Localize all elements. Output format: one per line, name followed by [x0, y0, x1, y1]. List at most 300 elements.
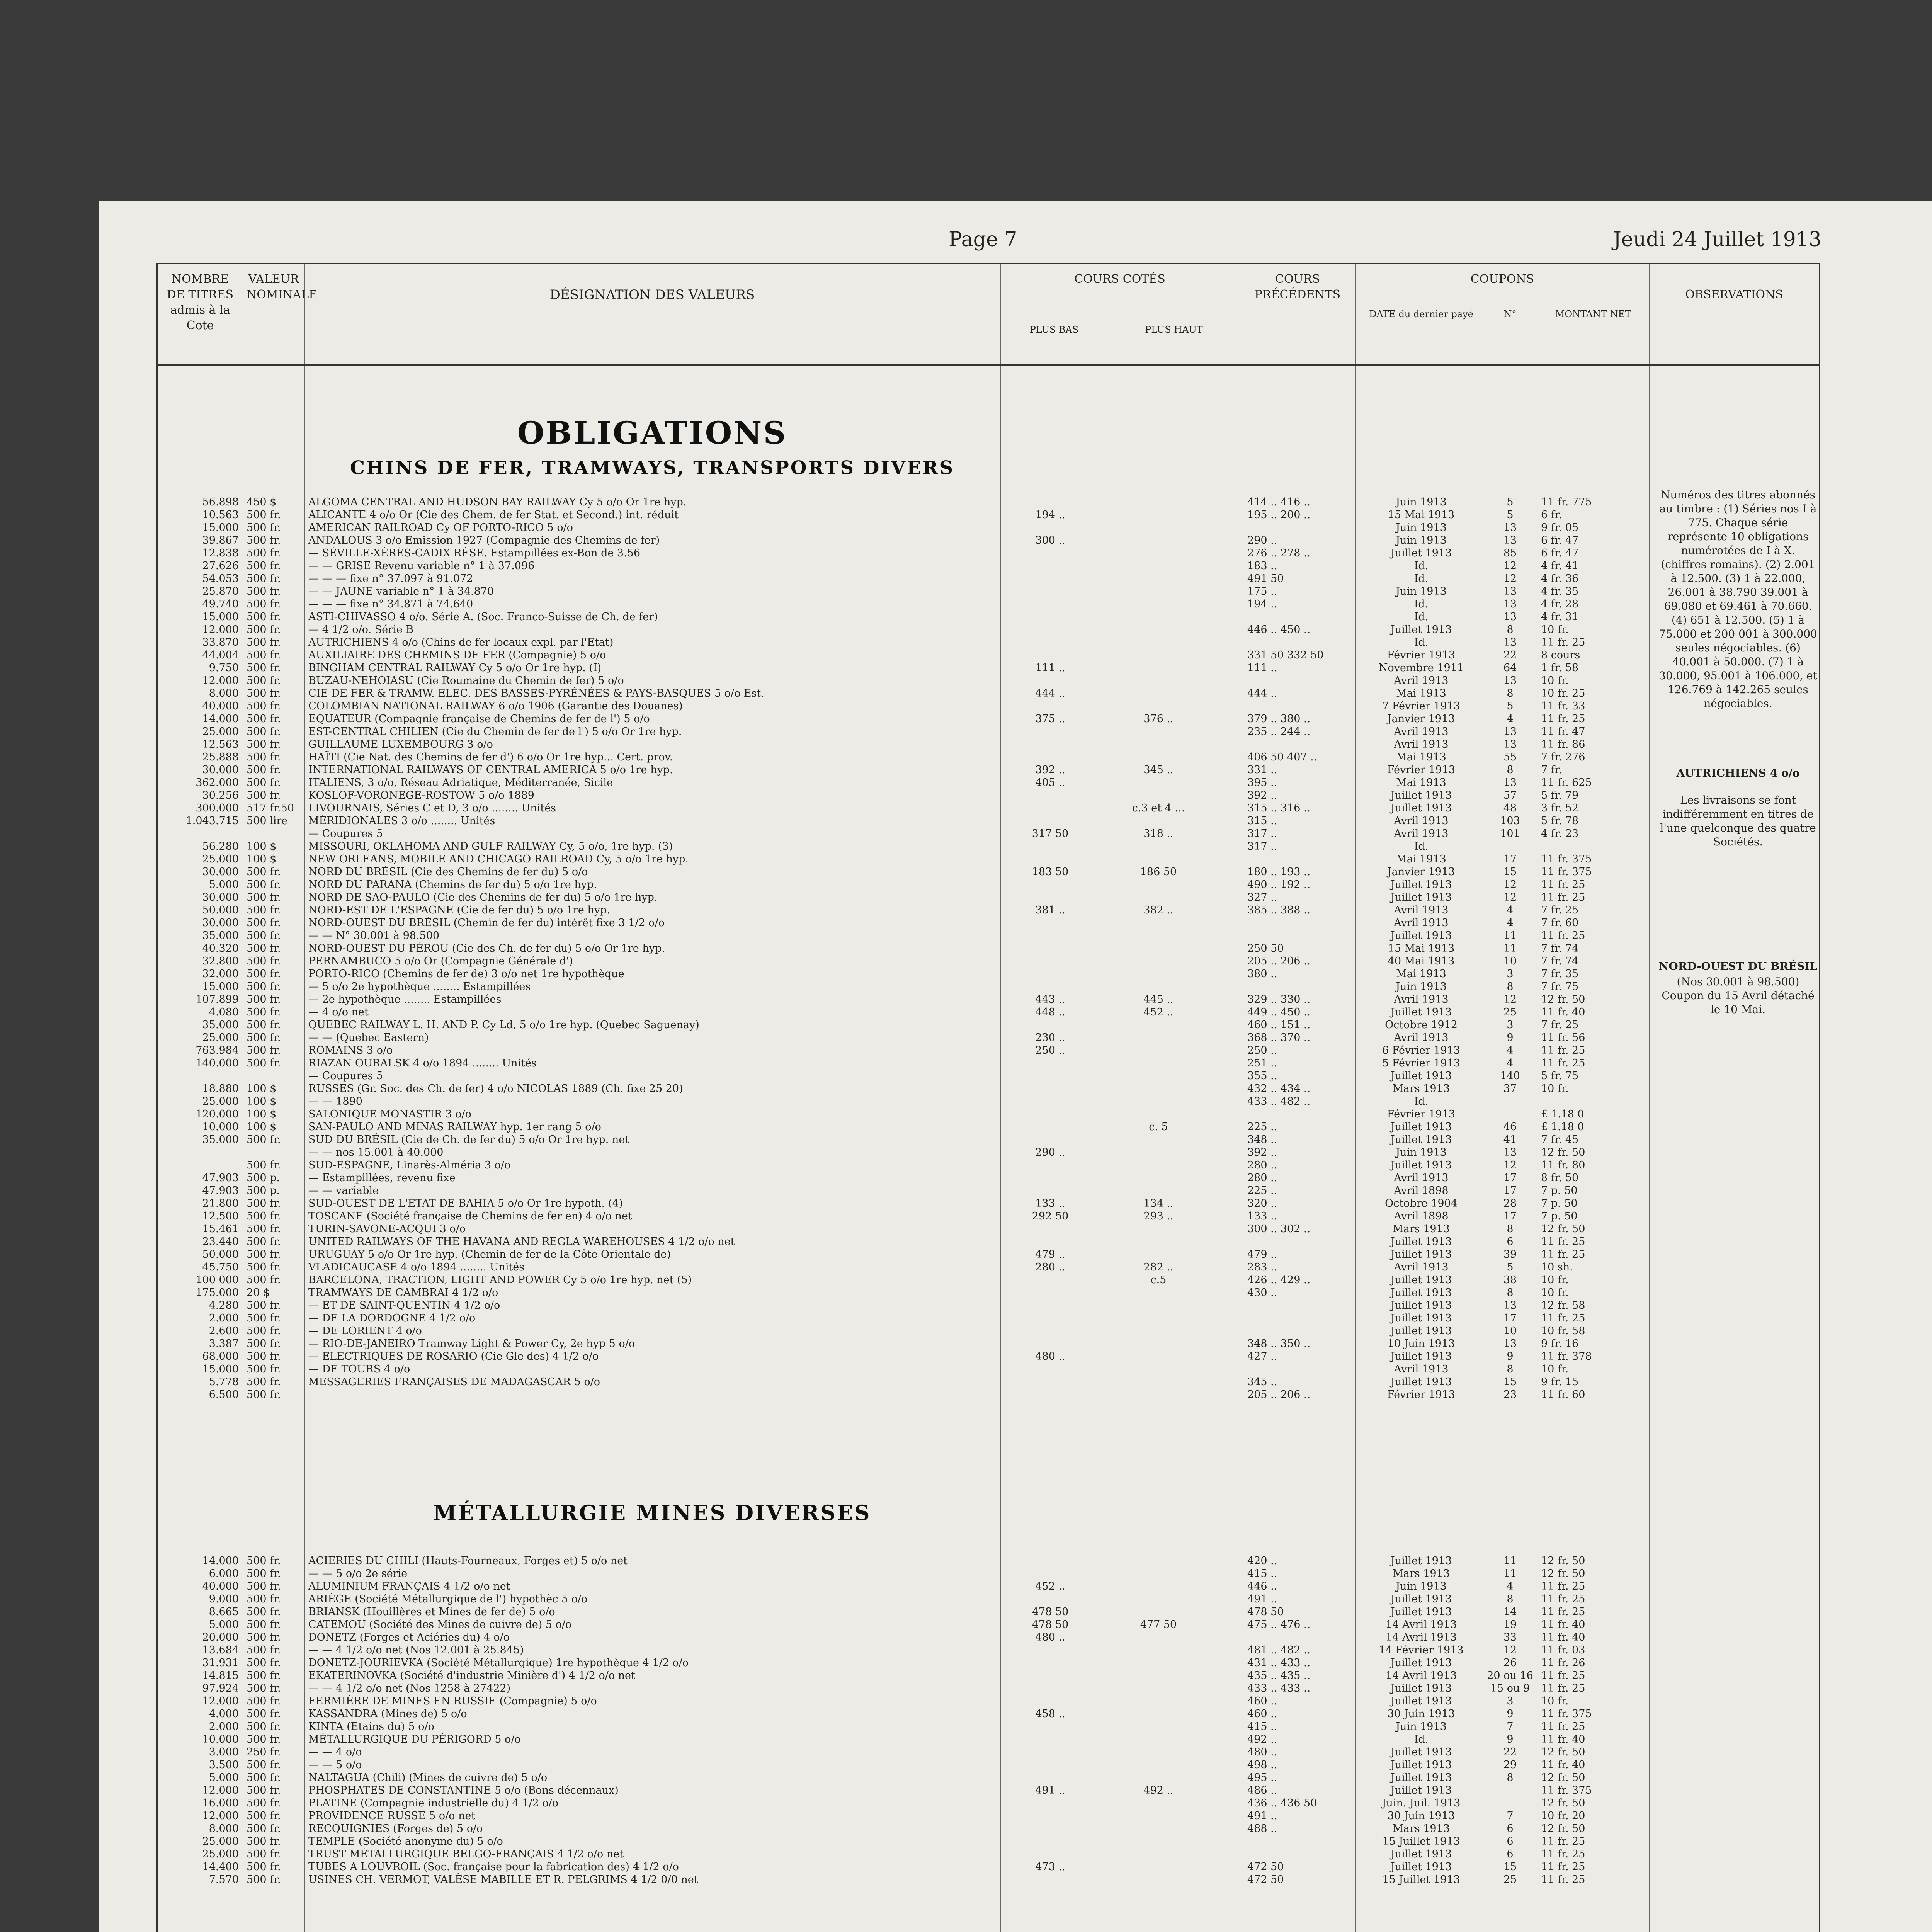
cell-designation: VLADICAUCASE 4 o/o 1894 ........ Unités — [308, 1261, 525, 1273]
cell-designation: PROVIDENCE RUSSE 5 o/o net — [308, 1810, 476, 1822]
cell-designation: — — nos 15.001 à 40.000 — [308, 1146, 444, 1158]
cell-valeur: 500 fr. — [247, 1670, 281, 1682]
cell-cours-precedents: 478 50 — [1247, 1606, 1284, 1618]
cell-numero-coupon: 12 — [1503, 1159, 1517, 1171]
cell-date-coupon: Juillet 1913 — [1390, 1746, 1452, 1758]
table-row — [158, 1044, 1819, 1057]
cell-titres: 49.740 — [202, 598, 239, 610]
table-row — [158, 534, 1819, 547]
cell-titres: 5.000 — [209, 1619, 239, 1631]
cell-plus-bas: 317 50 — [1032, 828, 1069, 840]
cell-valeur: 517 fr.50 — [247, 802, 294, 814]
cell-plus-bas: 375 .. — [1035, 713, 1065, 725]
cell-titres: 50.000 — [202, 904, 239, 916]
cell-valeur: 500 fr. — [247, 917, 281, 929]
cell-numero-coupon: 55 — [1503, 751, 1517, 763]
cell-valeur: 500 fr. — [247, 1606, 281, 1618]
cell-date-coupon: 7 Février 1913 — [1382, 700, 1460, 712]
cell-titres: 30.000 — [202, 891, 239, 903]
cell-numero-coupon: 5 — [1507, 700, 1514, 712]
cell-valeur: 20 $ — [247, 1287, 270, 1299]
cell-numero-coupon: 8 — [1507, 1772, 1514, 1784]
cell-date-coupon: Octobre 1912 — [1385, 1019, 1458, 1031]
cell-montant-coupon: 9 fr. 16 — [1541, 1338, 1579, 1350]
cell-valeur: 500 fr. — [247, 1810, 281, 1822]
cell-designation: EKATERINOVKA (Société d'industrie Minière d') 4 1/2 o/o net — [308, 1670, 635, 1682]
cell-designation: — SÉVILLE-XÉRÈS-CADIX RÉSE. Estampillées ex-Bon de 3.56 — [308, 547, 641, 559]
cell-date-coupon: Juillet 1913 — [1390, 1325, 1452, 1337]
cell-valeur: 500 fr. — [247, 1823, 281, 1835]
cell-montant-coupon: 11 fr. 375 — [1541, 1784, 1592, 1796]
cell-plus-haut: 376 .. — [1143, 713, 1173, 725]
cell-date-coupon: Id. — [1414, 840, 1429, 852]
cell-cours-precedents: 331 50 332 50 — [1247, 649, 1324, 661]
cell-date-coupon: 10 Juin 1913 — [1387, 1338, 1455, 1350]
cell-designation: NORD DU BRÉSIL (Cie des Chemins de fer du) 5 o/o — [308, 866, 588, 878]
cell-cours-precedents: 486 .. — [1247, 1784, 1277, 1796]
cell-valeur: 500 fr. — [247, 968, 281, 980]
cell-date-coupon: Avril 1898 — [1394, 1185, 1449, 1197]
cell-designation: — RIO-DE-JANEIRO Tramway Light & Power Cy, 2e hyp 5 o/o — [308, 1338, 635, 1350]
cell-date-coupon: Juillet 1913 — [1390, 1784, 1452, 1796]
cell-cours-precedents: 446 .. 450 .. — [1247, 624, 1311, 636]
cell-cours-precedents: 329 .. 330 .. — [1247, 993, 1311, 1005]
cell-titres: 120.000 — [196, 1108, 239, 1120]
cell-numero-coupon: 46 — [1503, 1121, 1517, 1133]
cell-cours-precedents: 472 50 — [1247, 1861, 1284, 1873]
cell-plus-bas: 444 .. — [1035, 687, 1065, 699]
table-row — [158, 1593, 1819, 1605]
cell-cours-precedents: 392 .. — [1247, 789, 1277, 801]
cell-designation: — Estampillées, revenu fixe — [308, 1172, 456, 1184]
cell-valeur: 500 fr. — [247, 764, 281, 776]
table-row — [158, 713, 1819, 725]
table-row — [158, 1720, 1819, 1733]
cell-cours-precedents: 380 .. — [1247, 968, 1277, 980]
cell-valeur: 500 fr. — [247, 1861, 281, 1873]
cell-valeur: 500 fr. — [247, 1057, 281, 1069]
cell-cours-precedents: 392 .. — [1247, 1146, 1277, 1158]
cell-valeur: 500 fr. — [247, 598, 281, 610]
cell-cours-precedents: 225 .. — [1247, 1121, 1277, 1133]
cell-montant-coupon: 10 fr. — [1541, 1274, 1569, 1286]
cell-montant-coupon: 10 fr. — [1541, 1363, 1569, 1375]
cell-valeur: 500 fr. — [247, 1261, 281, 1273]
cell-titres: 31.931 — [202, 1657, 239, 1669]
cell-montant-coupon: 6 fr. 47 — [1541, 534, 1579, 546]
cell-date-coupon: 14 Avril 1913 — [1385, 1631, 1457, 1643]
table-row — [158, 649, 1819, 662]
cell-cours-precedents: 180 .. 193 .. — [1247, 866, 1311, 878]
cell-designation: — — — fixe n° 34.871 à 74.640 — [308, 598, 473, 610]
cell-plus-haut: 452 .. — [1143, 1006, 1173, 1018]
cell-designation: — ET DE SAINT-QUENTIN 4 1/2 o/o — [308, 1299, 500, 1311]
table-row — [158, 1682, 1819, 1695]
cell-cours-precedents: 475 .. 476 .. — [1247, 1619, 1311, 1631]
table-row — [158, 1350, 1819, 1363]
cell-cours-precedents: 283 .. — [1247, 1261, 1277, 1273]
cell-designation: — 4 1/2 o/o. Série B — [308, 624, 414, 636]
observation-nord-ouest-text: (Nos 30.001 à 98.500) Coupon du 15 Avril détaché le 10 Mai. — [1662, 975, 1815, 1016]
table-row — [158, 1771, 1819, 1784]
cell-titres: 14.000 — [202, 713, 239, 725]
cell-titres: 12.000 — [202, 1784, 239, 1796]
cell-valeur: 500 fr. — [247, 1619, 281, 1631]
cell-cours-precedents: 379 .. 380 .. — [1247, 713, 1311, 725]
cell-designation: — Coupures 5 — [308, 1070, 383, 1082]
cell-numero-coupon: 12 — [1503, 1644, 1517, 1656]
cell-numero-coupon: 13 — [1503, 585, 1517, 597]
cell-cours-precedents: 436 .. 436 50 — [1247, 1797, 1317, 1809]
cell-montant-coupon: 7 p. 50 — [1541, 1197, 1578, 1209]
cell-valeur: 500 fr. — [247, 1159, 281, 1171]
rows-chemins-de-fer — [158, 496, 1819, 1401]
table-row — [158, 1669, 1819, 1682]
cell-date-coupon: Juin 1913 — [1396, 585, 1447, 597]
cell-titres: 16.000 — [202, 1797, 239, 1809]
cell-numero-coupon: 17 — [1503, 1312, 1517, 1324]
table-row — [158, 1057, 1819, 1070]
table-row — [158, 1784, 1819, 1797]
cell-numero-coupon: 17 — [1503, 853, 1517, 865]
cell-titres: 10.563 — [202, 509, 239, 521]
cell-date-coupon: Juillet 1913 — [1390, 1134, 1452, 1146]
cell-montant-coupon: 11 fr. 25 — [1541, 1670, 1585, 1682]
cell-montant-coupon: 11 fr. 378 — [1541, 1350, 1592, 1362]
cell-valeur: 500 fr. — [247, 1389, 281, 1401]
cell-cours-precedents: 488 .. — [1247, 1823, 1277, 1835]
cell-numero-coupon: 11 — [1503, 1555, 1517, 1567]
cell-numero-coupon: 3 — [1507, 1695, 1514, 1707]
cell-cours-precedents: 251 .. — [1247, 1057, 1277, 1069]
cell-valeur: 500 fr. — [247, 1236, 281, 1248]
cell-valeur: 500 fr. — [247, 1555, 281, 1567]
cell-date-coupon: Id. — [1414, 560, 1429, 572]
cell-designation: TRUST MÉTALLURGIQUE BELGO-FRANÇAIS 4 1/2 o/o net — [308, 1848, 624, 1860]
table-row — [158, 802, 1819, 815]
cell-titres: 68.000 — [202, 1350, 239, 1362]
newspaper-page — [99, 201, 1932, 1932]
cell-titres: 15.000 — [202, 1363, 239, 1375]
table-row — [158, 764, 1819, 776]
cell-plus-bas: 452 .. — [1035, 1580, 1065, 1592]
observation-timbre: Numéros des titres abonnés au timbre : (1) Séries nos I à 775. Chaque série représente 10 obligations numérotées de I à X. (chiffres romains). (2) 2.001 à 12.500. (3) 1 à 22.000, 26.001 à 38.790 39.001 à 69.080 et 69.461 à 70.660. (4) 651 à 12.500. (5) 1 à 75.000 et 200 001 à 300.000 seules négociables. (6) 40.001 à 50.000. (7) 1 à 30.000, 95.001 à 106.000, et 126.769 à 142.265 seules négociables. — [1659, 488, 1817, 710]
cell-designation: RUSSES (Gr. Soc. des Ch. de fer) 4 o/o NICOLAS 1889 (Ch. fixe 25 20) — [308, 1083, 683, 1095]
cell-date-coupon: Id. — [1414, 573, 1429, 585]
cell-designation: URUGUAY 5 o/o Or 1re hyp. (Chemin de fer de la Côte Orientale de) — [308, 1248, 671, 1260]
cell-montant-coupon: 10 fr. — [1541, 1287, 1569, 1299]
cell-valeur: 500 fr. — [247, 751, 281, 763]
cell-designation: RECQUIGNIES (Forges de) 5 o/o — [308, 1823, 483, 1835]
cell-date-coupon: Juillet 1913 — [1390, 547, 1452, 559]
cell-titres: 30.000 — [202, 917, 239, 929]
table-row — [158, 1121, 1819, 1133]
cell-date-coupon: Juillet 1913 — [1390, 1555, 1452, 1567]
cell-titres: 25.000 — [202, 1835, 239, 1847]
cell-titres: 39.867 — [202, 534, 239, 546]
cell-cours-precedents: 235 .. 244 .. — [1247, 726, 1311, 738]
cell-designation: — — 5 o/o — [308, 1759, 362, 1771]
table-row — [158, 1746, 1819, 1759]
cell-designation: SAN-PAULO AND MINAS RAILWAY hyp. 1er rang 5 o/o — [308, 1121, 601, 1133]
cell-valeur: 500 fr. — [247, 636, 281, 648]
cell-titres: 175.000 — [196, 1287, 239, 1299]
table-row — [158, 1567, 1819, 1580]
cell-designation: DONETZ-JOURIEVKA (Société Métallurgique) 1re hypothèque 4 1/2 o/o — [308, 1657, 689, 1669]
cell-montant-coupon: 4 fr. 28 — [1541, 598, 1579, 610]
cell-cours-precedents: 395 .. — [1247, 777, 1277, 789]
cell-valeur: 500 fr. — [247, 942, 281, 954]
cell-cours-precedents: 427 .. — [1247, 1350, 1277, 1362]
cell-titres: 6.500 — [209, 1389, 239, 1401]
cell-designation: — — — fixe n° 37.097 à 91.072 — [308, 573, 473, 585]
table-row — [158, 725, 1819, 738]
cell-designation: — — 4 1/2 o/o net (Nos 1258 à 27422) — [308, 1682, 511, 1694]
col-designation: DÉSIGNATION DES VALEURS — [549, 287, 755, 303]
cell-montant-coupon: 12 fr. 50 — [1541, 1746, 1585, 1758]
cell-valeur: 500 fr. — [247, 1274, 281, 1286]
cell-plus-bas: 448 .. — [1035, 1006, 1065, 1018]
cell-numero-coupon: 140 — [1500, 1070, 1520, 1082]
cell-designation: USINES CH. VERMOT, VALÈSE MABILLE ET R. PELGRIMS 4 1/2 0/0 net — [308, 1874, 698, 1886]
cell-designation: PHOSPHATES DE CONSTANTINE 5 o/o (Bons décennaux) — [308, 1784, 619, 1796]
cell-date-coupon: Février 1913 — [1387, 764, 1456, 776]
cell-titres: 2.000 — [209, 1312, 239, 1324]
cell-date-coupon: 30 Juin 1913 — [1387, 1708, 1455, 1720]
cell-valeur: 500 p. — [247, 1172, 280, 1184]
cell-valeur: 500 fr. — [247, 649, 281, 661]
cell-valeur: 500 lire — [247, 815, 288, 827]
table-row — [158, 1759, 1819, 1771]
cell-cours-precedents: 432 .. 434 .. — [1247, 1083, 1311, 1095]
col-plus-bas: PLUS BAS — [1029, 324, 1079, 335]
cell-montant-coupon: 11 fr. 25 — [1541, 891, 1585, 903]
cell-plus-bas: 478 50 — [1032, 1619, 1069, 1631]
cell-valeur: 500 fr. — [247, 1223, 281, 1235]
cell-montant-coupon: 4 fr. 36 — [1541, 573, 1579, 585]
cell-plus-bas: 111 .. — [1035, 662, 1065, 674]
cell-designation: NALTAGUA (Chili) (Mines de cuivre de) 5 o/o — [308, 1772, 548, 1784]
cell-date-coupon: Mars 1913 — [1393, 1568, 1450, 1580]
cell-date-coupon: Mars 1913 — [1393, 1823, 1450, 1835]
cell-cours-precedents: 420 .. — [1247, 1555, 1277, 1567]
cell-designation: INTERNATIONAL RAILWAYS OF CENTRAL AMERICA 5 o/o 1re hyp. — [308, 764, 673, 776]
cell-plus-haut: 318 .. — [1143, 828, 1173, 840]
cell-numero-coupon: 29 — [1503, 1759, 1517, 1771]
cell-titres: 35.000 — [202, 930, 239, 942]
cell-montant-coupon: 10 fr. — [1541, 1695, 1569, 1707]
table-row — [158, 1312, 1819, 1325]
table-row — [158, 738, 1819, 751]
cell-date-coupon: Avril 1913 — [1394, 1261, 1449, 1273]
cell-designation: NORD-OUEST DU PÉROU (Cie des Ch. de fer du) 5 o/o Or 1re hyp. — [308, 942, 665, 954]
cell-montant-coupon: 6 fr. — [1541, 509, 1562, 521]
cell-cours-precedents: 331 .. — [1247, 764, 1277, 776]
cell-valeur: 500 fr. — [247, 789, 281, 801]
cell-valeur: 500 fr. — [247, 1759, 281, 1771]
cell-numero-coupon: 8 — [1507, 624, 1514, 636]
table-row — [158, 1848, 1819, 1861]
cell-montant-coupon: 5 fr. 79 — [1541, 789, 1579, 801]
cell-plus-bas: 381 .. — [1035, 904, 1065, 916]
cell-date-coupon: Janvier 1913 — [1387, 866, 1455, 878]
cell-designation: — 4 o/o net — [308, 1006, 369, 1018]
cell-montant-coupon: 10 fr. 20 — [1541, 1810, 1585, 1822]
table-row — [158, 1197, 1819, 1210]
cell-numero-coupon: 3 — [1507, 968, 1514, 980]
table-row — [158, 1797, 1819, 1810]
cell-montant-coupon: 11 fr. 625 — [1541, 777, 1592, 789]
cell-designation: DONETZ (Forges et Aciéries du) 4 o/o — [308, 1631, 510, 1643]
cell-montant-coupon: 11 fr. 25 — [1541, 1312, 1585, 1324]
cell-numero-coupon: 12 — [1503, 573, 1517, 585]
cell-valeur: 500 fr. — [247, 993, 281, 1005]
cell-montant-coupon: 11 fr. 25 — [1541, 1593, 1585, 1605]
cell-numero-coupon: 48 — [1503, 802, 1517, 814]
cell-titres: 40.320 — [202, 942, 239, 954]
table-row — [158, 840, 1819, 853]
cell-date-coupon: Juillet 1913 — [1390, 802, 1452, 814]
cell-designation: KINTA (Etains du) 5 o/o — [308, 1721, 434, 1733]
cell-titres: 12.000 — [202, 1695, 239, 1707]
cell-titres: 30.000 — [202, 866, 239, 878]
cell-numero-coupon: 22 — [1503, 649, 1517, 661]
cell-cours-precedents: 435 .. 435 .. — [1247, 1670, 1311, 1682]
cell-numero-coupon: 7 — [1507, 1721, 1514, 1733]
cell-titres: 13.684 — [202, 1644, 239, 1656]
cell-date-coupon: Juillet 1913 — [1390, 930, 1452, 942]
cell-titres: 12.000 — [202, 675, 239, 687]
cell-valeur: 500 fr. — [247, 1299, 281, 1311]
cell-designation: GUILLAUME LUXEMBOURG 3 o/o — [308, 738, 493, 750]
cell-numero-coupon: 6 — [1507, 1823, 1514, 1835]
cell-numero-coupon: 8 — [1507, 981, 1514, 993]
cell-cours-precedents: 317 .. — [1247, 828, 1277, 840]
cell-valeur: 500 fr. — [247, 726, 281, 738]
cell-cours-precedents: 385 .. 388 .. — [1247, 904, 1311, 916]
cell-valeur: 500 fr. — [247, 662, 281, 674]
cell-titres: 45.750 — [202, 1261, 239, 1273]
cell-date-coupon: Mai 1913 — [1396, 687, 1446, 699]
cell-cours-precedents: 195 .. 200 .. — [1247, 509, 1311, 521]
cell-montant-coupon: 7 p. 50 — [1541, 1185, 1578, 1197]
cell-numero-coupon: 33 — [1503, 1631, 1517, 1643]
cell-numero-coupon: 103 — [1500, 815, 1520, 827]
cell-numero-coupon: 15 — [1503, 1376, 1517, 1388]
cell-numero-coupon: 4 — [1507, 1044, 1514, 1056]
cell-plus-bas: 392 .. — [1035, 764, 1065, 776]
cell-date-coupon: Juillet 1913 — [1390, 1682, 1452, 1694]
cell-montant-coupon: 11 fr. 375 — [1541, 866, 1592, 878]
cell-numero-coupon: 6 — [1507, 1848, 1514, 1860]
cell-cours-precedents: 415 .. — [1247, 1568, 1277, 1580]
cell-cours-precedents: 446 .. — [1247, 1580, 1277, 1592]
cell-montant-coupon: 12 fr. 50 — [1541, 1823, 1585, 1835]
cell-cours-precedents: 472 50 — [1247, 1874, 1284, 1886]
table-row — [158, 1108, 1819, 1121]
table-row — [158, 993, 1819, 1006]
cell-plus-bas: 479 .. — [1035, 1248, 1065, 1260]
cell-titres: 14.815 — [202, 1670, 239, 1682]
cell-designation: KOSLOF-VORONEGE-ROSTOW 5 o/o 1889 — [308, 789, 534, 801]
cell-numero-coupon: 15 — [1503, 1861, 1517, 1873]
cell-valeur: 500 fr. — [247, 891, 281, 903]
cell-designation: PORTO-RICO (Chemins de fer de) 3 o/o net 1re hypothèque — [308, 968, 624, 980]
cell-montant-coupon: 7 fr. 60 — [1541, 917, 1579, 929]
cell-titres: 12.838 — [202, 547, 239, 559]
page-date: Jeudi 24 Juillet 1913 — [1613, 228, 1822, 251]
cell-titres: 56.280 — [202, 840, 239, 852]
col-valeur: VALEUR NOMINALE — [247, 272, 318, 301]
table-row — [158, 1031, 1819, 1044]
cell-date-coupon: Juin 1913 — [1396, 496, 1447, 508]
cell-valeur: 500 fr. — [247, 1363, 281, 1375]
cell-valeur: 500 fr. — [247, 930, 281, 942]
table-row — [158, 1235, 1819, 1248]
cell-montant-coupon: 11 fr. 25 — [1541, 1682, 1585, 1694]
cell-titres: 32.800 — [202, 955, 239, 967]
cell-montant-coupon: 7 fr. 74 — [1541, 955, 1579, 967]
cell-montant-coupon: 5 fr. 75 — [1541, 1070, 1579, 1082]
cell-designation: PLATINE (Compagnie industrielle du) 4 1/2 o/o — [308, 1797, 558, 1809]
cell-montant-coupon: 10 fr. — [1541, 1083, 1569, 1095]
cell-numero-coupon: 15 ou 9 — [1490, 1682, 1530, 1694]
cell-plus-bas: 480 .. — [1035, 1631, 1065, 1643]
cell-numero-coupon: 6 — [1507, 1835, 1514, 1847]
cell-designation: MÉTALLURGIQUE DU PÉRIGORD 5 o/o — [308, 1733, 521, 1745]
cell-date-coupon: Mars 1913 — [1393, 1223, 1450, 1235]
cell-date-coupon: Juillet 1913 — [1390, 1248, 1452, 1260]
table-row — [158, 1325, 1819, 1337]
table-row — [158, 1019, 1819, 1031]
cell-valeur: 500 fr. — [247, 675, 281, 687]
cell-montant-coupon: £ 1.18 0 — [1541, 1121, 1584, 1133]
cell-designation: PERNAMBUCO 5 o/o Or (Compagnie Générale d') — [308, 955, 573, 967]
cell-numero-coupon: 13 — [1503, 726, 1517, 738]
cell-plus-haut: 293 .. — [1143, 1210, 1173, 1222]
cell-valeur: 500 fr. — [247, 1772, 281, 1784]
cell-designation: MISSOURI, OKLAHOMA AND GULF RAILWAY Cy, 5 o/o, 1re hyp. (3) — [308, 840, 673, 852]
cell-montant-coupon: 4 fr. 23 — [1541, 828, 1579, 840]
cell-date-coupon: Id. — [1414, 1095, 1429, 1107]
cell-cours-precedents: 491 .. — [1247, 1593, 1277, 1605]
cell-designation: TOSCANE (Société française de Chemins de fer en) 4 o/o net — [308, 1210, 632, 1222]
cell-montant-coupon: 7 fr. 75 — [1541, 981, 1579, 993]
table-row — [158, 623, 1819, 636]
cell-valeur: 500 fr. — [247, 777, 281, 789]
cell-valeur: 500 fr. — [247, 611, 281, 623]
cell-montant-coupon: 12 fr. 50 — [1541, 1223, 1585, 1235]
table-row — [158, 662, 1819, 674]
cell-date-coupon: Juin 1913 — [1396, 1721, 1447, 1733]
cell-plus-bas: 183 50 — [1032, 866, 1069, 878]
cell-valeur: 500 fr. — [247, 585, 281, 597]
cell-date-coupon: Id. — [1414, 636, 1429, 648]
cell-titres: 25.870 — [202, 585, 239, 597]
table-row — [158, 598, 1819, 611]
cell-montant-coupon: 4 fr. 31 — [1541, 611, 1579, 623]
cell-numero-coupon: 10 — [1503, 1325, 1517, 1337]
cell-titres: 35.000 — [202, 1134, 239, 1146]
cell-titres: 97.924 — [202, 1682, 239, 1694]
cell-titres: 25.000 — [202, 1095, 239, 1107]
cell-designation: AUXILIAIRE DES CHEMINS DE FER (Compagnie) 5 o/o — [308, 649, 606, 661]
cell-designation: ASTI-CHIVASSO 4 o/o. Série A. (Soc. Franco-Suisse de Ch. de fer) — [308, 611, 658, 623]
cell-designation: COLOMBIAN NATIONAL RAILWAY 6 o/o 1906 (Garantie des Douanes) — [308, 700, 683, 712]
cell-titres: 30.000 — [202, 764, 239, 776]
cell-date-coupon: Juillet 1913 — [1390, 1312, 1452, 1324]
table-row — [158, 1082, 1819, 1095]
